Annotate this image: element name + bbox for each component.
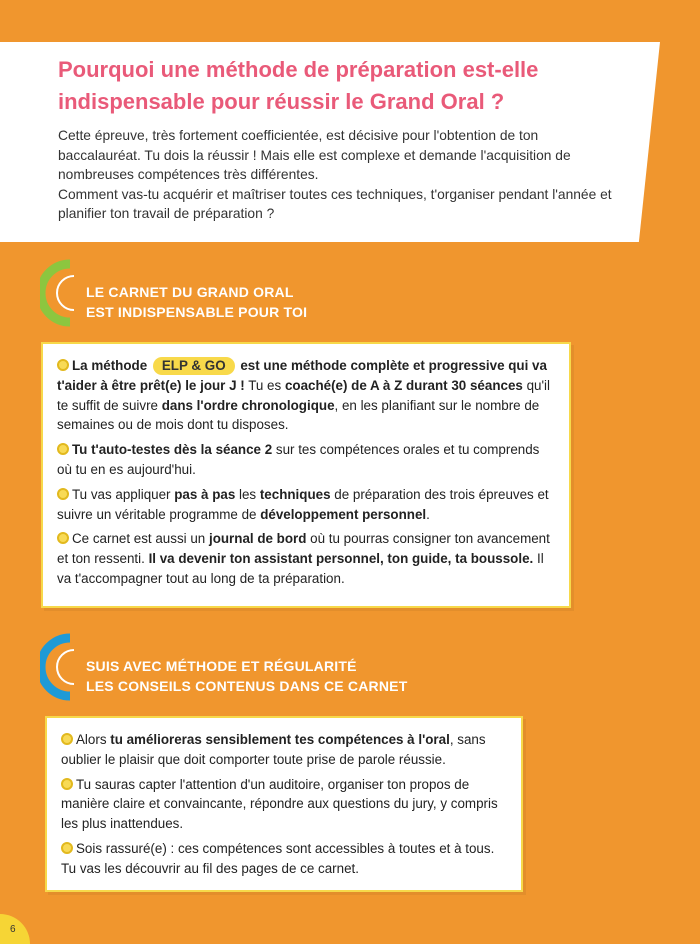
section-title [86,656,407,696]
intro-text [58,126,618,224]
list-item: Ce carnet est aussi un journal de bord où tu pourras consigner ton avancement et ton ressenti. Il va devenir ton assistant personnel, ton guide, ta boussole. Il va t'accompagner tout au long de ta préparation. [57,531,550,586]
info-box-methode [45,716,523,892]
section-title-line: LES CONSEILS CONTENUS DANS CE CARNET [86,678,408,694]
section-title-line: EST INDISPENSABLE POUR TOI [86,304,308,320]
page-title: Pourquoi une méthode de préparation est-elle indispensable pour réussir le Grand Oral ? [58,57,539,114]
section-heading-carnet [40,258,490,328]
list-item: Tu sauras capter l'attention d'un auditoire, organiser ton propos de manière claire et convaincante, répondre aux questions du jury, y compris les plus inattendues. [61,776,498,832]
list-item: Tu t'auto-testes dès la séance 2 sur tes compétences orales et tu comprends où tu en es aujourd'hui. [57,442,540,477]
bullet-icon [61,842,73,854]
list-item: Tu vas appliquer pas à pas les techniques de préparation des trois épreuves et suivre un véritable programme de développement personnel. [57,486,549,522]
intro-paragraph: Cette épreuve, très fortement coefficientée, est décisive pour l'obtention de ton baccalauréat. Tu dois la réussir ! Mais elle est complexe et demande l'acquisition de nombreuses compétences très différentes. [58,128,571,182]
section-heading-methode [40,632,490,702]
intro-paragraph: Comment vas-tu acquérir et maîtriser toutes ces techniques, t'organiser pendant l'année et planifier ton travail de préparation ? [58,186,612,221]
section-title-line: LE CARNET DU GRAND ORAL [86,284,294,300]
list-item: Sois rassuré(e) : ces compétences sont accessibles à toutes et à tous. Tu vas les découvrir au fil des pages de ce carnet. [61,840,495,876]
bullet-icon [57,443,69,455]
bullet-icon [57,488,69,500]
bullet-icon [57,532,69,544]
page-number: 6 [10,924,16,935]
list-item: La méthode ELP & GO est une méthode complète et progressive qui va t'aider à être prêt(e) le jour J ! Tu es coaché(e) de A à Z durant 30 séances qu'il te suffit de suivre dans l'ordre chronologique, en les planifiant sur le nombre de semaines ou de mois dont tu disposes. [57,358,550,433]
bullet-icon [57,359,69,371]
list-item: Alors tu amélioreras sensiblement tes compétences à l'oral, sans oublier le plaisir que doit comporter toute prise de parole réussie. [61,732,486,767]
info-box-carnet [41,342,571,608]
bullet-icon [61,778,73,790]
section-title-line: SUIS AVEC MÉTHODE ET RÉGULARITÉ [86,658,357,674]
section-title [86,282,307,322]
method-tag: ELP & GO [153,357,235,375]
bullet-icon [61,733,73,745]
